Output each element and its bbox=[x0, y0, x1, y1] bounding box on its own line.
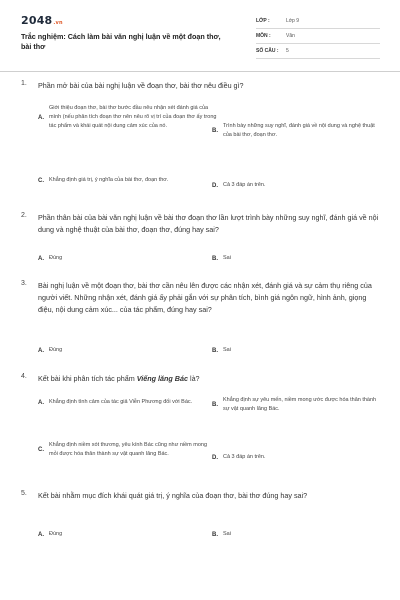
option-text: Khẳng định sự yêu mến, niềm mong ước được hóa thân thành sự vật quanh lăng Bác. bbox=[223, 397, 377, 412]
option-key: B. bbox=[212, 402, 218, 408]
option-4c[interactable] bbox=[38, 441, 213, 459]
option-1c[interactable] bbox=[38, 176, 198, 185]
question-text: Phần mở bài của bài nghị luận về đoạn thơ, bài thơ nêu điều gì? bbox=[38, 81, 244, 90]
logo-suffix: .vn bbox=[53, 20, 63, 26]
logo-text: 2048 bbox=[21, 14, 53, 27]
option-text: Sai bbox=[223, 255, 231, 261]
question-number: 1. bbox=[21, 80, 27, 87]
question-number: 2. bbox=[21, 212, 27, 219]
option-text: Giới thiệu đoạn thơ, bài thơ bước đầu nêu nhận xét đánh giá của mình (nếu phân tích đoạn thơ nên nêu rõ vị trí của đoạn thơ ấy trong tác phẩm và khái quát nội dung cảm xúc của nó. bbox=[49, 105, 217, 129]
option-4d[interactable] bbox=[212, 453, 382, 462]
question-1 bbox=[21, 80, 381, 92]
question-number: 3. bbox=[21, 280, 27, 287]
option-text: Khẳng định giá trị, ý nghĩa của bài thơ, đoạn thơ. bbox=[49, 177, 169, 183]
question-2 bbox=[21, 212, 381, 236]
option-key: A. bbox=[38, 347, 44, 354]
option-text: Cả 3 đáp án trên. bbox=[223, 454, 266, 460]
meta-label: MÔN : bbox=[256, 33, 271, 39]
question-text-end: là? bbox=[187, 374, 200, 383]
option-text: Khẳng định tình cảm của tác giả Viễn Phương đối với Bác. bbox=[49, 399, 193, 405]
option-1b[interactable] bbox=[212, 122, 382, 140]
option-4a[interactable] bbox=[38, 398, 203, 407]
option-key: A. bbox=[38, 114, 44, 121]
option-key: A. bbox=[38, 399, 44, 406]
option-key: B. bbox=[212, 347, 218, 354]
option-3a[interactable] bbox=[38, 346, 198, 355]
meta-label: SỐ CÂU : bbox=[256, 48, 279, 54]
option-4b[interactable] bbox=[212, 396, 382, 414]
option-key: B. bbox=[212, 255, 218, 262]
question-text: Bài nghị luận về một đoạn thơ, bài thơ cần nêu lên được các nhận xét, đánh giá và sự cảm thụ riêng của người viết. Những nhận xét, đánh giá ấy phải gắn với sự phân tích, bình giá ngôn ngữ, hình ảnh, giọng điệu, nội dung cảm xúc... của tác phẩm, đúng hay sai? bbox=[38, 281, 372, 314]
option-text: Đúng bbox=[49, 255, 63, 261]
option-text: Trình bày những suy nghĩ, đánh giá về nội dung và nghệ thuật của bài thơ, đoạn thơ. bbox=[223, 123, 375, 138]
header-divider bbox=[0, 71, 400, 72]
option-key: D. bbox=[212, 182, 218, 189]
meta-label: LỚP : bbox=[256, 18, 270, 24]
meta-table bbox=[256, 14, 380, 59]
option-key: C. bbox=[38, 447, 44, 453]
option-text: Sai bbox=[223, 531, 231, 537]
option-2a[interactable] bbox=[38, 254, 198, 263]
option-text: Cả 3 đáp án trên. bbox=[223, 182, 266, 188]
option-key: A. bbox=[38, 531, 44, 538]
option-key: A. bbox=[38, 255, 44, 262]
meta-row-subject bbox=[256, 29, 380, 44]
option-text: Sai bbox=[223, 347, 231, 353]
meta-value: Văn bbox=[286, 33, 295, 39]
meta-value: Lớp 9 bbox=[286, 18, 300, 24]
option-5b[interactable] bbox=[212, 530, 372, 539]
option-1d[interactable] bbox=[212, 181, 382, 190]
question-text: Kết bài nhằm mục đích khái quát giá trị, ý nghĩa của đoạn thơ, bài thơ đúng hay sai? bbox=[38, 491, 308, 500]
poem-title: Viếng lăng Bác bbox=[136, 374, 188, 383]
question-number: 5. bbox=[21, 490, 27, 497]
question-4 bbox=[21, 373, 381, 385]
option-3b[interactable] bbox=[212, 346, 372, 355]
option-1a[interactable] bbox=[38, 104, 218, 131]
question-5 bbox=[21, 490, 381, 502]
option-text: Đúng bbox=[49, 347, 63, 353]
question-text-start: Kết bài khi phân tích tác phẩm bbox=[38, 374, 137, 383]
question-number: 4. bbox=[21, 373, 27, 380]
meta-value: 5 bbox=[286, 48, 289, 54]
option-text: Khẳng định niềm xót thương, yêu kính Bác cũng như niềm mong mỏi được hóa thân thành sự vật quanh lăng Bác. bbox=[49, 442, 208, 457]
option-2b[interactable] bbox=[212, 254, 372, 263]
option-key: C. bbox=[38, 177, 44, 184]
option-text: Đúng bbox=[49, 531, 63, 537]
option-key: B. bbox=[212, 128, 218, 134]
option-key: D. bbox=[212, 454, 218, 461]
option-key: B. bbox=[212, 531, 218, 538]
question-text bbox=[38, 373, 200, 385]
meta-row-count bbox=[256, 44, 380, 59]
document-header bbox=[0, 0, 400, 72]
meta-row-class bbox=[256, 14, 380, 29]
question-3 bbox=[21, 280, 381, 316]
document-title: Trắc nghiệm: Cách làm bài văn nghị luận về một đoạn thơ, bài thơ bbox=[21, 32, 221, 51]
site-logo[interactable] bbox=[21, 14, 63, 27]
question-text: Phần thân bài của bài văn nghị luận về bài thơ đoạn thơ lần lượt trình bày những suy nghĩ, đánh giá về nội dung và nghệ thuật của bài thơ, đoạn thơ, đúng hay sai? bbox=[38, 213, 379, 234]
option-5a[interactable] bbox=[38, 530, 198, 539]
